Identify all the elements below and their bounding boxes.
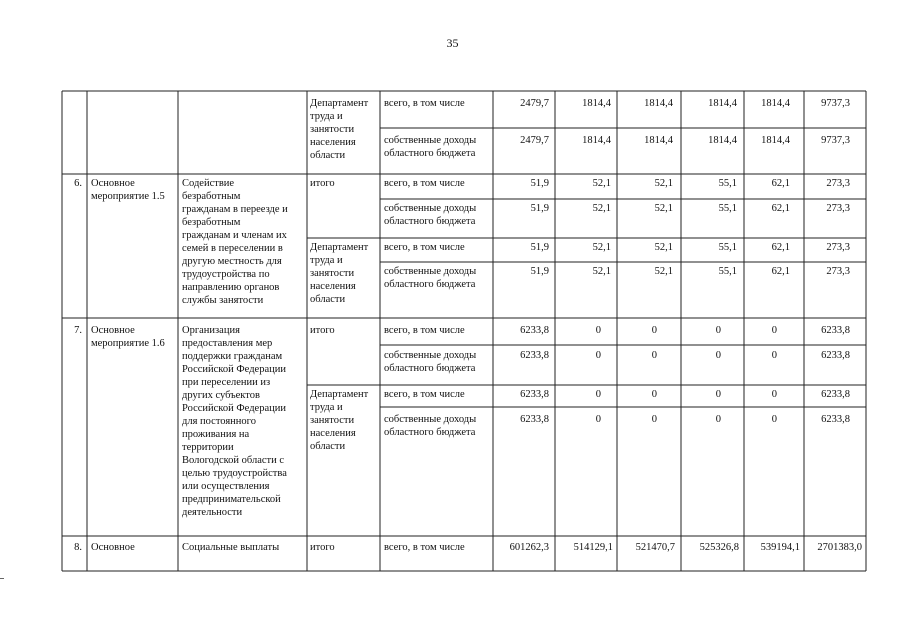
r1-v1-2: 1814,4 (644, 98, 673, 109)
r7-vc-3: 0 (715, 389, 721, 400)
r6-itogo: итого (310, 178, 335, 189)
r7-va-0: 6233,8 (520, 325, 549, 336)
r6-vb-2: 52,1 (654, 203, 673, 214)
r6-vc-4: 62,1 (771, 242, 790, 253)
r1-dept: Департамент труда и занятости населения области (310, 98, 369, 161)
r1-v2-1: 1814,4 (582, 135, 611, 146)
r8-va-1: 514129,1 (573, 542, 613, 553)
r7-lvl3: всего, в том числе (384, 389, 465, 400)
r7-vc-1: 0 (595, 389, 601, 400)
r7-va-3: 0 (715, 325, 721, 336)
r7-vb-1: 0 (595, 350, 601, 361)
r6-vc-1: 52,1 (592, 242, 611, 253)
r7-vd-1: 0 (595, 414, 601, 425)
r8-va-5: 2701383,0 (817, 542, 862, 553)
r6-desc: Содействие безработным гражданам в переезде и безработным гражданам и членам их семей в переселении в другую местность для трудоустройства по направлению органов службы занятости (182, 178, 288, 306)
r6-va-3: 55,1 (718, 178, 737, 189)
r8-itogo: итого (310, 542, 335, 553)
r7-vd-2: 0 (651, 414, 657, 425)
r1-v1-4: 1814,4 (761, 98, 790, 109)
r7-lvl1: всего, в том числе (384, 325, 465, 336)
r6-vb-0: 51,9 (530, 203, 549, 214)
page-number: 35 (446, 36, 459, 50)
r1-v1-5: 9737,3 (821, 98, 850, 109)
r7-itogo: итого (310, 325, 335, 336)
r6-vd-0: 51,9 (530, 266, 549, 277)
r6-lvl2: собственные доходы областного бюджета (384, 203, 477, 227)
r6-lvl3: всего, в том числе (384, 242, 465, 253)
r6-vd-2: 52,1 (654, 266, 673, 277)
r8-desc: Социальные выплаты (182, 542, 280, 553)
r6-vc-0: 51,9 (530, 242, 549, 253)
r7-desc: Организация предоставления мер поддержки гражданам Российской Федерации при переселении из других субъектов Российской Федерации для постоянного проживания на территории Вологодской области с целью трудоустройства или осуществления предпринимательской деятельности (182, 325, 287, 518)
r6-vb-5: 273,3 (826, 203, 850, 214)
r7-vc-4: 0 (771, 389, 777, 400)
r6-va-5: 273,3 (826, 178, 850, 189)
r1-v2-0: 2479,7 (520, 135, 549, 146)
r1-v2-5: 9737,3 (821, 135, 850, 146)
r6-vc-3: 55,1 (718, 242, 737, 253)
r6-va-0: 51,9 (530, 178, 549, 189)
r6-num: 6. (74, 178, 82, 189)
r7-vd-3: 0 (715, 414, 721, 425)
r6-lvl1: всего, в том числе (384, 178, 465, 189)
r8-va-3: 525326,8 (699, 542, 739, 553)
r8-va-0: 601262,3 (509, 542, 549, 553)
r6-va-4: 62,1 (771, 178, 790, 189)
r6-event: Основное мероприятие 1.5 (91, 178, 165, 202)
r6-vb-1: 52,1 (592, 203, 611, 214)
r7-va-5: 6233,8 (821, 325, 850, 336)
r7-num: 7. (74, 325, 82, 336)
r7-vc-2: 0 (651, 389, 657, 400)
r1-lvl2: собственные доходы областного бюджета (384, 135, 477, 159)
r6-vc-2: 52,1 (654, 242, 673, 253)
r7-lvl2: собственные доходы областного бюджета (384, 350, 477, 374)
r6-va-1: 52,1 (592, 178, 611, 189)
r6-vb-4: 62,1 (771, 203, 790, 214)
r6-vd-4: 62,1 (771, 266, 790, 277)
r7-va-4: 0 (771, 325, 777, 336)
r6-vc-5: 273,3 (826, 242, 850, 253)
r7-vb-4: 0 (771, 350, 777, 361)
r7-dept: Департамент труда и занятости населения области (310, 389, 369, 452)
r1-v1-0: 2479,7 (520, 98, 549, 109)
r6-va-2: 52,1 (654, 178, 673, 189)
r7-event: Основное мероприятие 1.6 (91, 325, 165, 349)
scan-mark (0, 578, 4, 579)
r8-num: 8. (74, 542, 82, 553)
r8-lvl1: всего, в том числе (384, 542, 465, 553)
r6-dept: Департамент труда и занятости населения области (310, 242, 369, 305)
r1-v2-4: 1814,4 (761, 135, 790, 146)
r8-va-4: 539194,1 (760, 542, 800, 553)
r7-vc-5: 6233,8 (821, 389, 850, 400)
r7-vb-3: 0 (715, 350, 721, 361)
r6-vd-5: 273,3 (826, 266, 850, 277)
r7-vd-0: 6233,8 (520, 414, 549, 425)
r6-vb-3: 55,1 (718, 203, 737, 214)
r7-vb-5: 6233,8 (821, 350, 850, 361)
r1-v2-2: 1814,4 (644, 135, 673, 146)
r7-va-1: 0 (595, 325, 601, 336)
r6-vd-3: 55,1 (718, 266, 737, 277)
r7-vd-4: 0 (771, 414, 777, 425)
r7-lvl4: собственные доходы областного бюджета (384, 414, 477, 438)
r1-v2-3: 1814,4 (708, 135, 737, 146)
r1-lvl1: всего, в том числе (384, 98, 465, 109)
r1-v1-1: 1814,4 (582, 98, 611, 109)
r7-vb-2: 0 (651, 350, 657, 361)
r1-v1-3: 1814,4 (708, 98, 737, 109)
r6-lvl4: собственные доходы областного бюджета (384, 266, 477, 290)
r7-vc-0: 6233,8 (520, 389, 549, 400)
r8-event: Основное (91, 542, 135, 553)
r7-va-2: 0 (651, 325, 657, 336)
r7-vb-0: 6233,8 (520, 350, 549, 361)
r6-vd-1: 52,1 (592, 266, 611, 277)
r8-va-2: 521470,7 (635, 542, 675, 553)
r7-vd-5: 6233,8 (821, 414, 850, 425)
